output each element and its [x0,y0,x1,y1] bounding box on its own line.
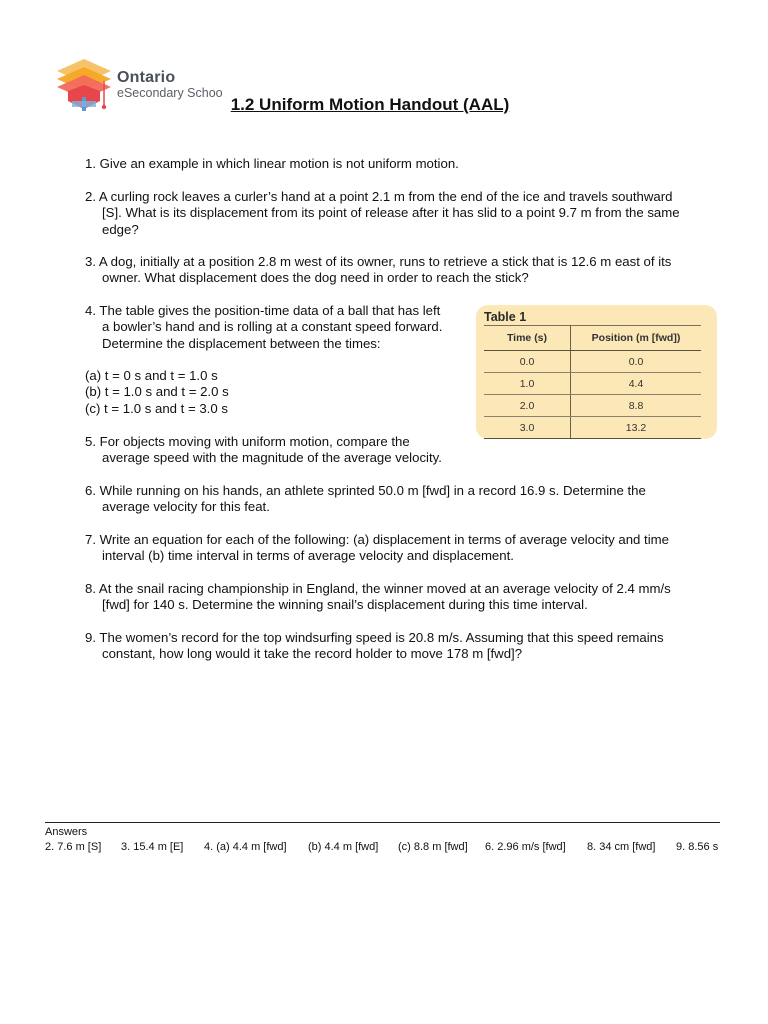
question-5 [85,434,475,467]
question-continuation: a bowler’s hand and is rolling at a constant speed forward. Determine the displacement between the times: [102,319,443,351]
question-7 [85,532,710,565]
header-time: Time (s) [484,326,571,351]
table-cell: 1.0 [484,373,571,395]
question-text: 9. The women’s record for the top windsurfing speed is 20.8 m/s. Assuming that this speed remains [85,630,664,645]
position-time-table-card [476,305,717,439]
question-continuation: constant, how long would it take the record holder to move 178 m [fwd]? [102,646,523,662]
answers-divider [45,822,720,823]
answer-item: 6. 2.96 m/s [fwd] [485,841,566,853]
question-8 [85,581,710,614]
table-row [484,395,701,417]
question-text: 5. For objects moving with uniform motion, compare the [85,434,410,449]
table-title: Table 1 [484,310,527,324]
table-cell: 0.0 [571,351,702,373]
table-cell: 2.0 [484,395,571,417]
answer-item: (c) 8.8 m [fwd] [398,841,468,853]
question-text: 1. Give an example in which linear motion is not uniform motion. [85,156,459,171]
table-cell: 4.4 [571,373,702,395]
answer-item: 8. 34 cm [fwd] [587,841,656,853]
question-continuation: average velocity for this feat. [102,499,270,515]
question-9 [85,630,710,663]
part-c: (c) t = 1.0 s and t = 3.0 s [85,400,228,416]
answers-label: Answers [45,826,88,838]
table-cell: 0.0 [484,351,571,373]
question-text: 4. The table gives the position-time data of a ball that has left [85,303,441,318]
logo-subtitle: eSecondary Schoo [117,86,223,100]
position-time-table [484,325,701,439]
question-4 [85,303,465,352]
question-3 [85,254,710,287]
table-header-row [484,326,701,351]
table-row [484,351,701,373]
table-cell: 8.8 [571,395,702,417]
question-text: 6. While running on his hands, an athlete sprinted 50.0 m [fwd] in a record 16.9 s. Determine the [85,483,646,498]
logo-name: Ontario [117,69,176,86]
answer-item: (b) 4.4 m [fwd] [308,841,379,853]
question-text: 3. A dog, initially at a position 2.8 m west of its owner, runs to retrieve a stick that is 12.6 m east of its [85,254,672,269]
question-6 [85,483,710,516]
table-row [484,373,701,395]
question-text: 7. Write an equation for each of the following: (a) displacement in terms of average velocity and time [85,532,669,547]
part-b: (b) t = 1.0 s and t = 2.0 s [85,384,229,400]
question-text: 8. At the snail racing championship in England, the winner moved at an average velocity of 2.4 mm/s [85,581,671,596]
answer-item: 3. 15.4 m [E] [121,841,184,853]
question-2 [85,189,710,238]
header-position: Position (m [fwd]) [571,326,702,351]
table-cell: 3.0 [484,417,571,439]
page-title: 1.2 Uniform Motion Handout (AAL) [230,95,510,114]
part-a: (a) t = 0 s and t = 1.0 s [85,368,218,383]
question-continuation: interval (b) time interval in terms of average velocity and displacement. [102,548,514,564]
question-continuation: average speed with the magnitude of the average velocity. [102,450,442,466]
table-cell: 13.2 [571,417,702,439]
table-row [484,417,701,439]
question-1 [85,156,710,172]
question-continuation: [S]. What is its displacement from its point of release after it has slid to a point 9.7 m from the same edge? [102,205,680,237]
answer-item: 2. 7.6 m [S] [45,841,102,853]
question-text: 2. A curling rock leaves a curler’s hand at a point 2.1 m from the end of the ice and travels southward [85,189,673,204]
question-continuation: [fwd] for 140 s. Determine the winning snail’s displacement during this time interval. [102,597,588,613]
question-4-parts [85,368,229,417]
answer-item: 4. (a) 4.4 m [fwd] [204,841,287,853]
question-continuation: owner. What displacement does the dog need in order to reach the stick? [102,270,529,286]
answer-item: 9. 8.56 s [676,841,719,853]
